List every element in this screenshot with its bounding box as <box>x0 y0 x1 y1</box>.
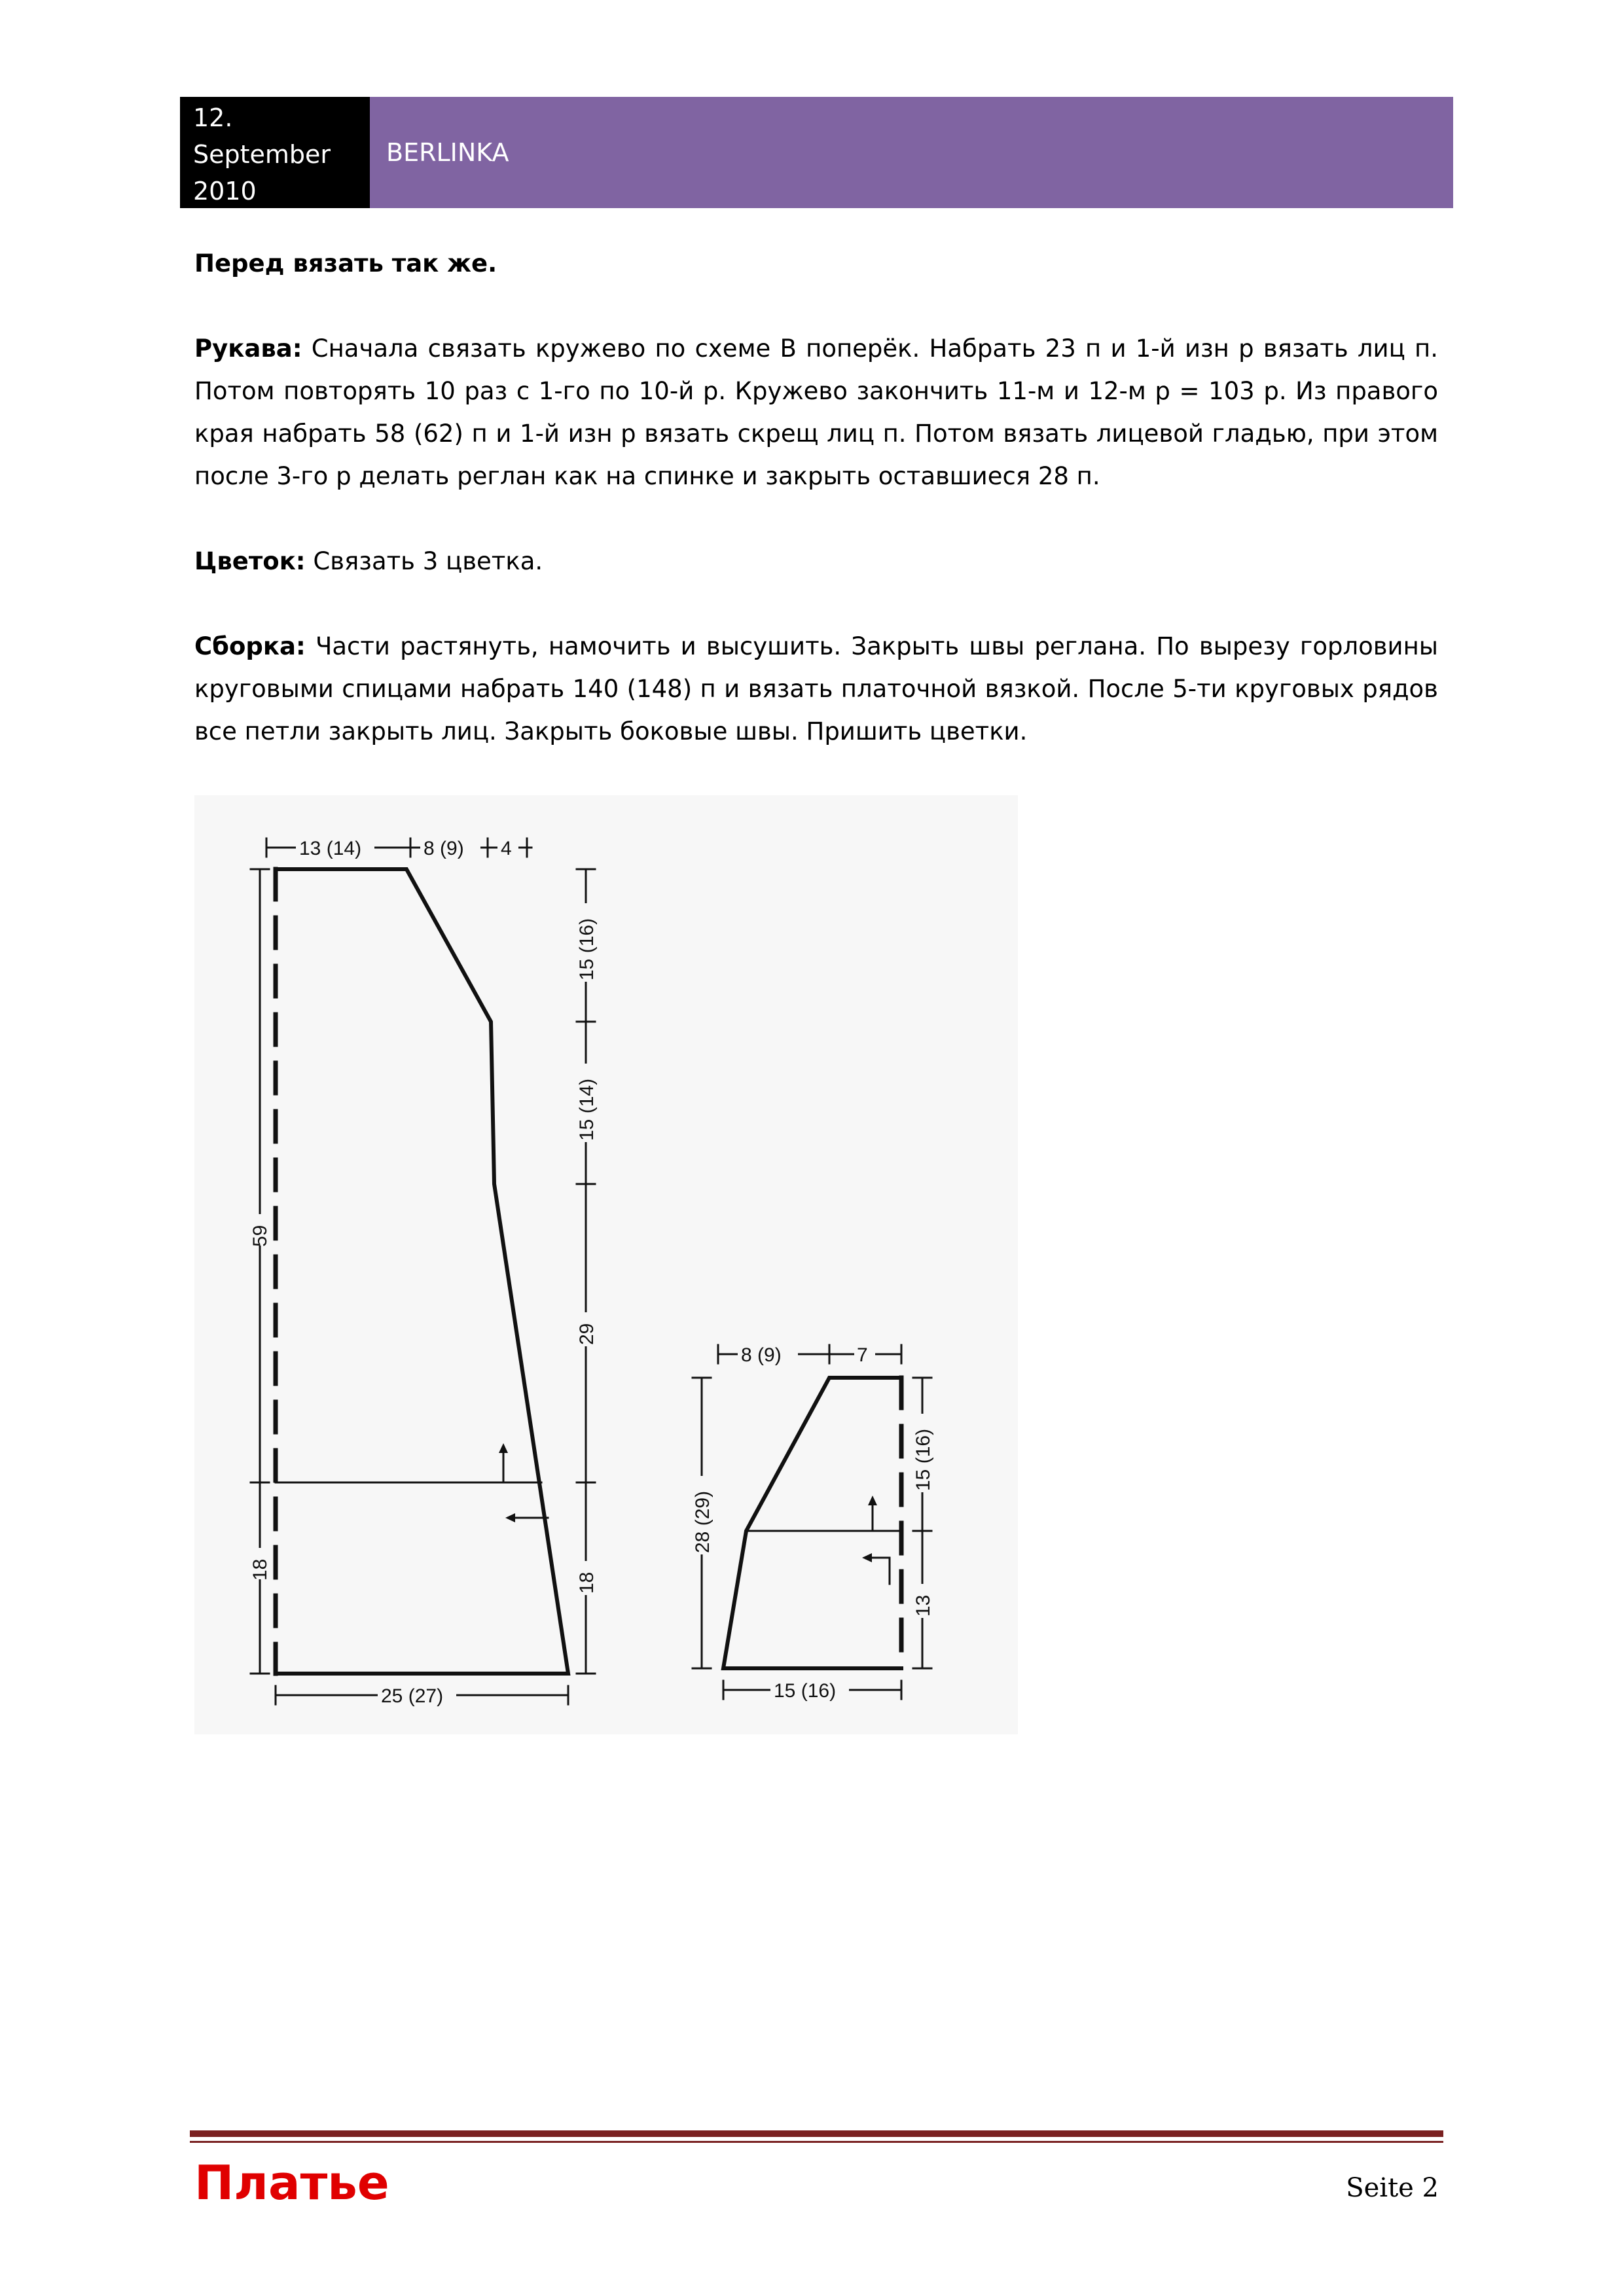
sleeve-bottom-label: 15 (16) <box>774 1680 837 1702</box>
body-top-mid-label: 8 (9) <box>424 838 464 859</box>
footer-title: Платье <box>194 2155 389 2210</box>
sleeve-top-left-label: 8 (9) <box>741 1344 782 1366</box>
flower-label: Цветок: <box>194 547 306 575</box>
assembly-text: Части растянуть, намочить и высушить. Закрыть швы реглана. По вырезу горловины круговыми спицами набрать 140 (148) п и вязать платочной вязкой. После 5-ти круговых рядов все петли закрыть лиц. Закрыть боковые швы. Пришить цветки. <box>194 632 1438 745</box>
assembly-label: Сборка: <box>194 632 306 660</box>
body-bottom-label: 25 (27) <box>381 1685 444 1707</box>
body-top-right-label: 4 <box>501 838 512 859</box>
header-date <box>180 97 370 208</box>
body-right-2-label: 15 (14) <box>576 1078 598 1141</box>
sleeves-text: Сначала связать кружево по схеме B поперёк. Набрать 23 п и 1-й изн р вязать лиц п. Потом повторять 10 раз с 1-го по 10-й р. Кружево закончить 11-м и 12-м р = 103 р. Из правого края набрать 58 (62) п и 1-й изн р вязать скрещ лиц п. Потом вязать лицевой гладью, при этом после 3-го р делать реглан как на спинке и закрыть оставшиеся 28 п. <box>194 334 1438 490</box>
schematic-svg <box>194 795 1018 1734</box>
sleeves-label: Рукава: <box>194 334 302 363</box>
body-right-4-label: 18 <box>576 1571 598 1594</box>
sleeve-right-upper-label: 15 (16) <box>912 1428 934 1491</box>
date-day: 12. <box>193 103 233 132</box>
sleeve-right-lower-label: 13 <box>912 1594 934 1617</box>
sleeve-left-label: 28 (29) <box>692 1490 713 1553</box>
body-right-3-label: 29 <box>576 1323 598 1345</box>
date-month: September <box>193 140 331 169</box>
date-year: 2010 <box>193 177 257 206</box>
paragraph-front <box>194 242 1438 285</box>
body-piece-outline <box>276 869 568 1674</box>
body-top-left-label: 13 (14) <box>299 838 362 859</box>
paragraph-flower <box>194 540 1438 583</box>
paragraph-assembly <box>194 625 1438 753</box>
front-note: Перед вязать так же. <box>194 249 497 278</box>
document-body <box>194 242 1438 795</box>
page-number: Seite 2 <box>1346 2173 1439 2203</box>
body-right-1-label: 15 (16) <box>576 918 598 980</box>
paragraph-sleeves <box>194 327 1438 497</box>
header-title-text: BERLINKA <box>386 138 509 167</box>
body-left-lower-label: 18 <box>249 1558 271 1581</box>
flower-text: Связать 3 цветка. <box>305 547 543 575</box>
footer-rule-thin <box>190 2141 1443 2143</box>
pattern-schematic <box>194 795 1018 1734</box>
sleeve-top-right-label: 7 <box>857 1344 868 1366</box>
body-left-upper-label: 59 <box>249 1225 271 1247</box>
sleeve-piece-outline <box>723 1378 901 1668</box>
footer-rule-thick <box>190 2130 1443 2137</box>
header-title <box>370 97 1453 208</box>
